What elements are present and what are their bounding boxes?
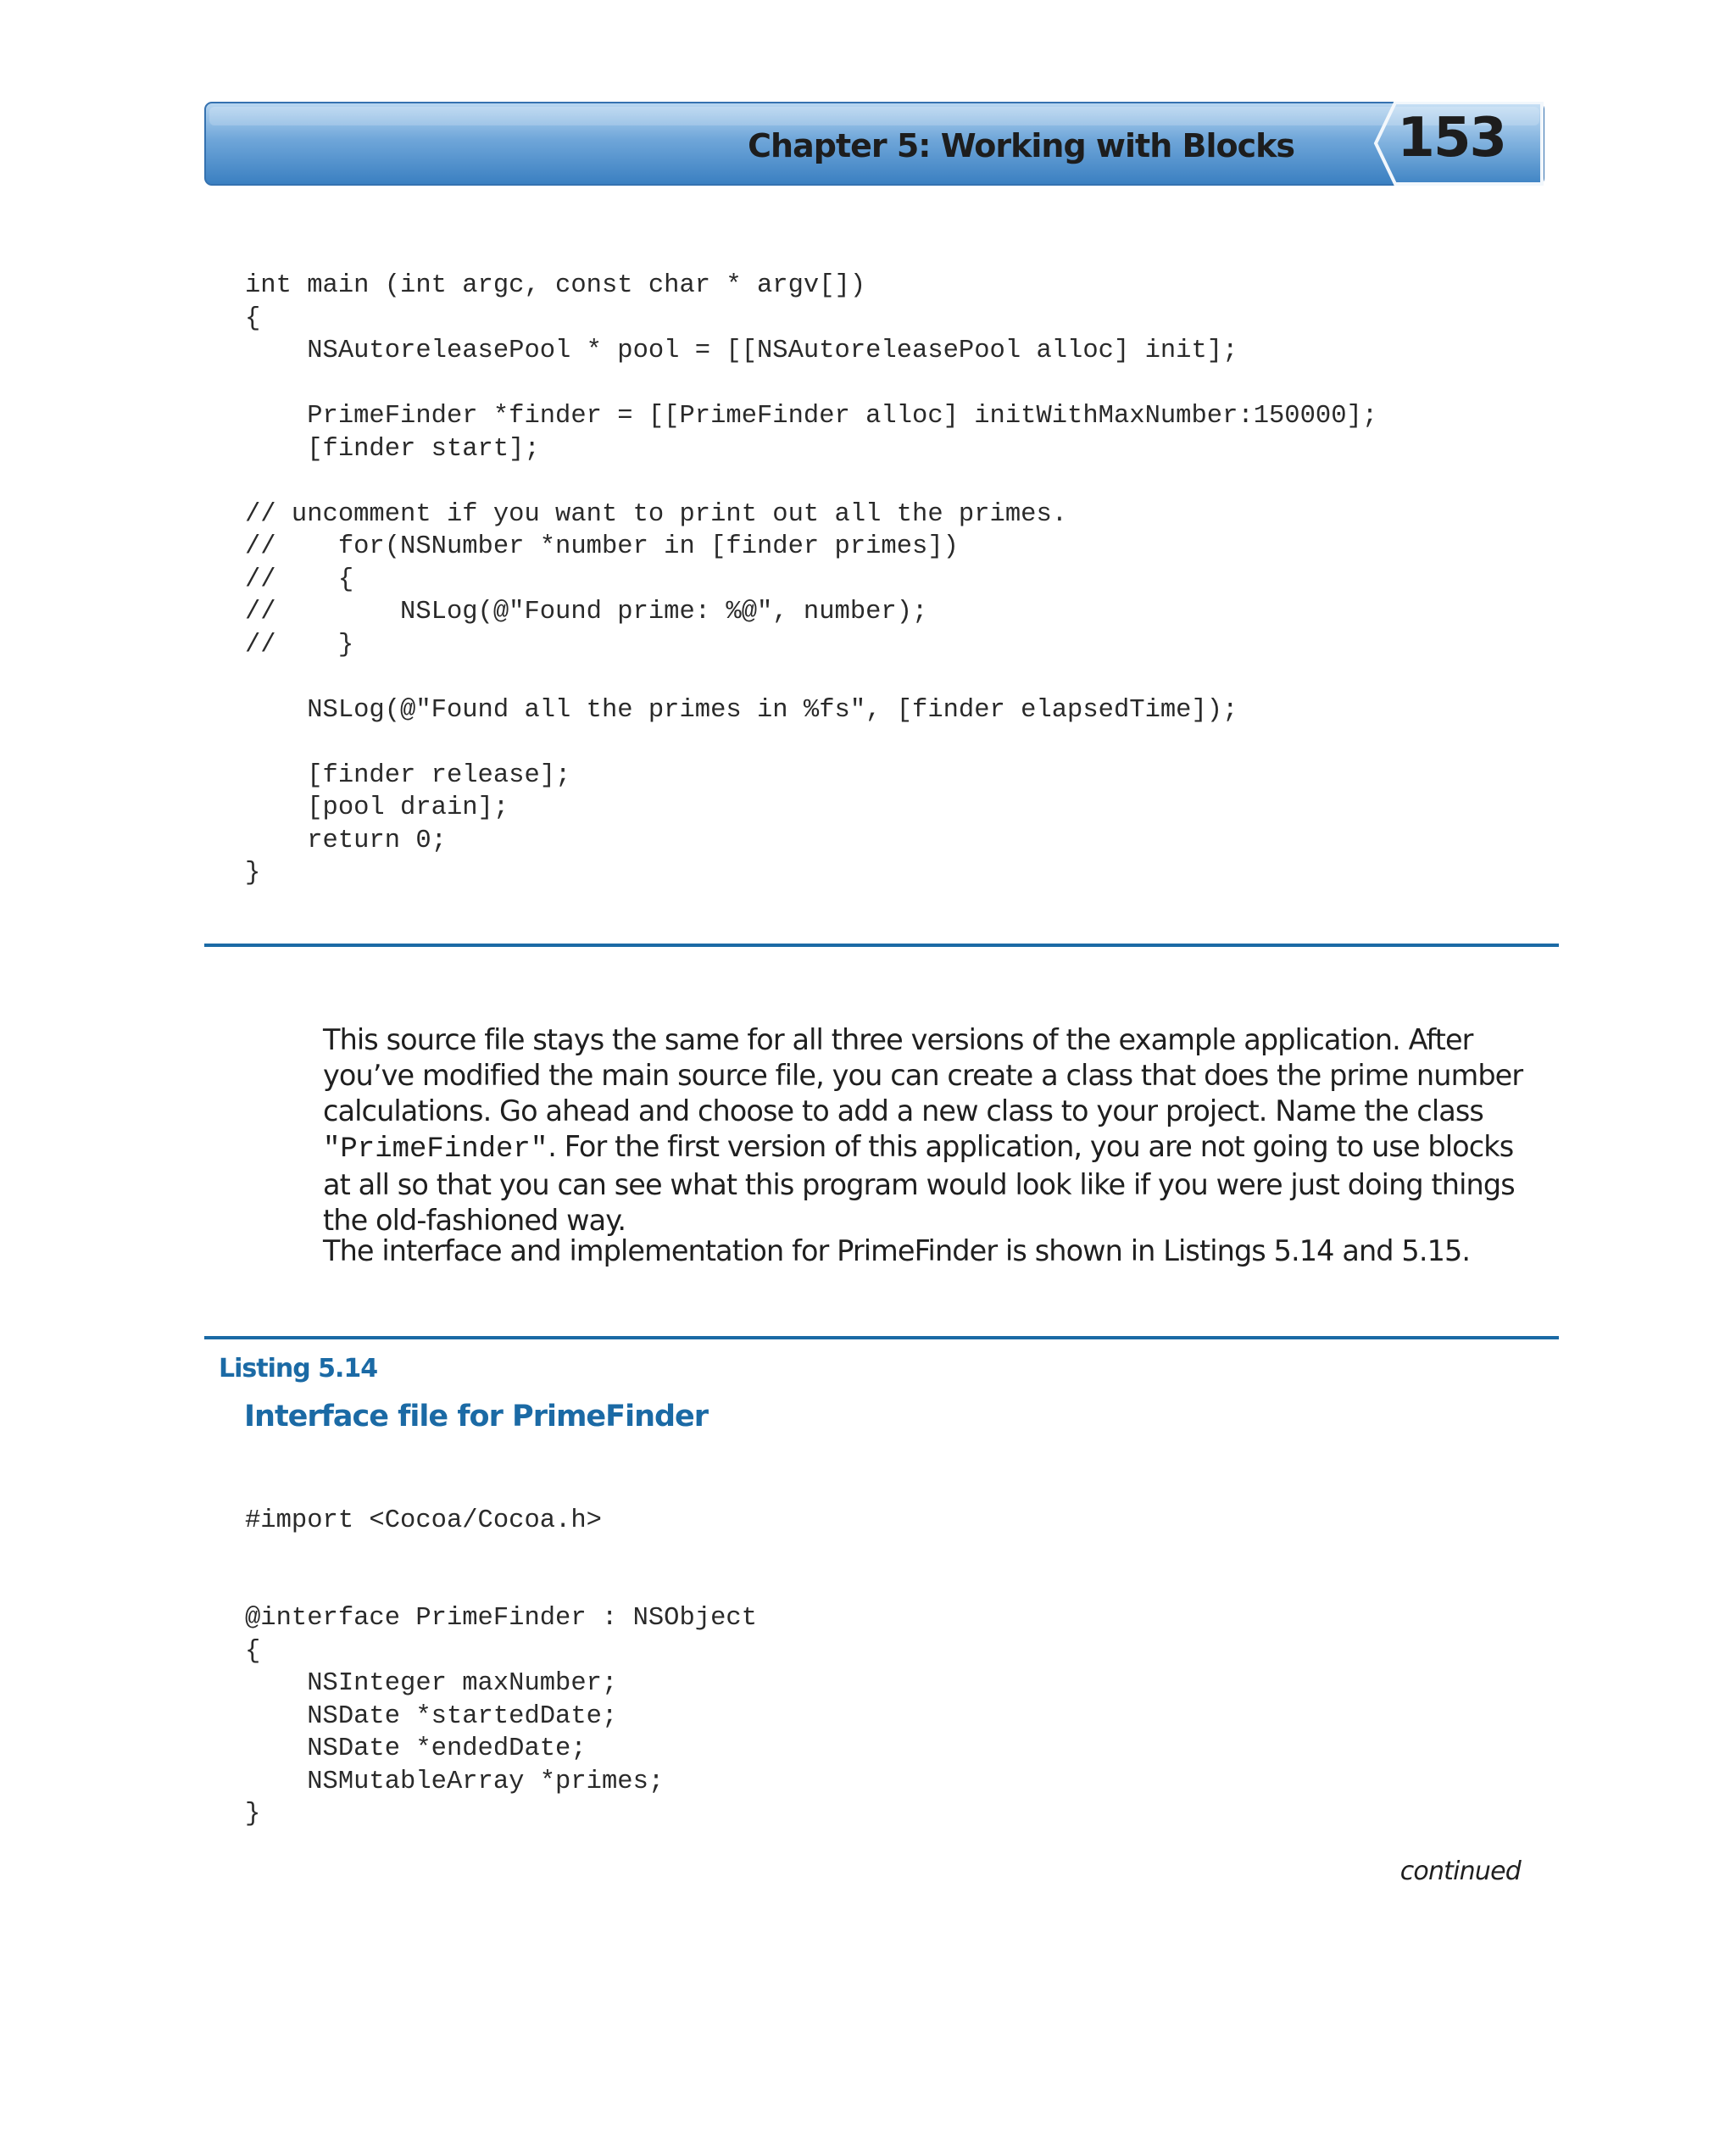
listing-title: Interface file for PrimeFinder — [244, 1400, 709, 1434]
paragraph-text: . For the first version of this application, you are not going to use blocks at all so that you can see what this program would look like if you were just doing things the old-fashioned way. — [323, 1130, 1515, 1237]
code-listing-interface: @interface PrimeFinder : NSObject { NSInteger maxNumber; NSDate *startedDate; NSDate *endedDate; NSMutableArray *primes; } — [245, 1604, 757, 1829]
body-paragraph — [323, 1022, 1544, 1239]
code-listing-import: #import <Cocoa/Cocoa.h> — [245, 1506, 602, 1535]
paragraph-text: This source file stays the same for all three versions of the example application. After you’ve modified the main source file, you can create a class that does the prime number calculations. Go ahead and choose to add a new class to your project. Name the class — [323, 1023, 1523, 1127]
chapter-header-banner — [204, 102, 1544, 187]
inline-code-classname: "PrimeFinder" — [323, 1133, 548, 1166]
section-divider — [204, 944, 1559, 947]
listing-divider — [204, 1336, 1559, 1339]
page-number: 153 — [1397, 107, 1505, 170]
chapter-title: Chapter 5: Working with Blocks — [748, 127, 1294, 164]
code-listing-main: int main (int argc, const char * argv[]) { NSAutoreleasePool * pool = [[NSAutoreleasePool alloc] init]; PrimeFinder *finder = [[PrimeFinder alloc] initWithMaxNumber:150000]; [finder start]; // uncomment if you want to print out all the primes. // for(NSNumber *number in [finder primes]) // { // NSLog(@"Found prime: %@", number); // } NSLog(@"Found all the primes in %fs", [finder elapsedTime]); [finder release]; [pool drain]; return 0; } — [245, 271, 1378, 888]
listing-label: Listing 5.14 — [219, 1354, 378, 1383]
body-paragraph: The interface and implementation for PrimeFinder is shown in Listings 5.14 and 5.15. — [323, 1234, 1471, 1267]
continued-label: continued — [1399, 1857, 1521, 1886]
